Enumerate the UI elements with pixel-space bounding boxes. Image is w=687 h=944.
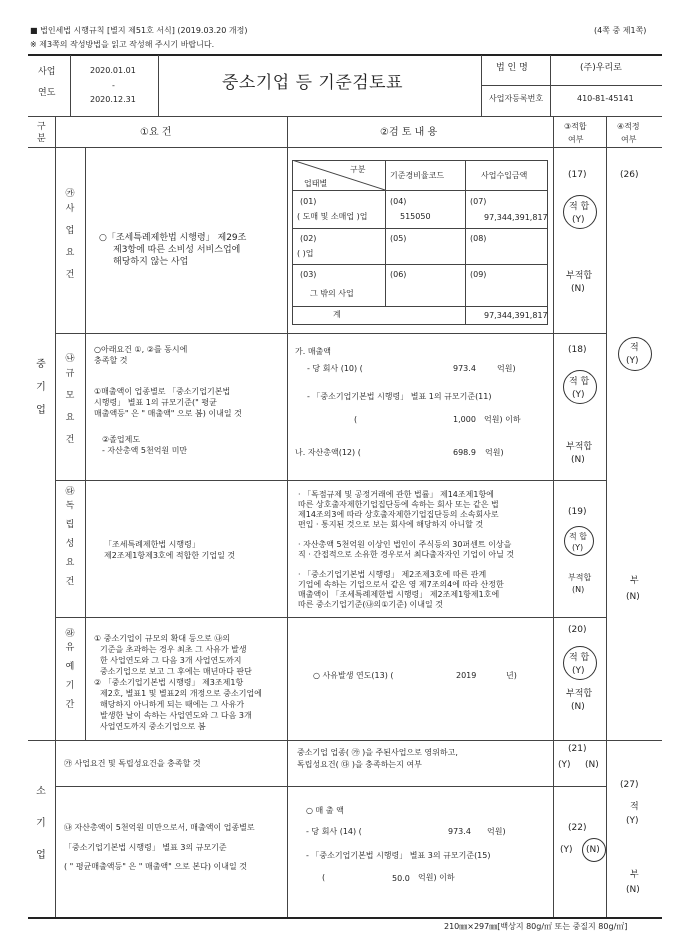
grace-req-text: ① 중소기업이 규모의 확대 등으로 ㉯의 <box>94 634 231 643</box>
business-req-text: ○「조세특례제한법 시행령」 제29조 <box>99 233 247 243</box>
small-company-revenue: 973.4 <box>448 827 471 836</box>
col-review: ②검 토 내 용 <box>380 127 438 138</box>
independence-review: · 「독점규제 및 공정거래에 관한 법률」 제14조제1항에 <box>298 490 494 499</box>
small-biz-label: 소 기 업 <box>36 786 46 861</box>
col-gubun-2: 분 <box>37 134 46 144</box>
col-gubun: 구 <box>37 122 46 132</box>
independence-req-label: ㉰ 독 립 성 요 건 <box>65 487 75 587</box>
code-1: 515050 <box>400 212 431 221</box>
sme-label: 중 기 업 <box>36 359 46 416</box>
page-title: 중소기업 등 기준검토표 <box>222 73 404 93</box>
col-fit: ③적합 <box>564 122 587 131</box>
company-revenue: 973.4 <box>453 364 476 373</box>
instruction-note: ※ 제3쪽의 작성방법을 읽고 작성해 주시기 바랍니다. <box>30 40 215 49</box>
form-reference: ■ 법인세법 시행규칙 [별지 제51호 서식] (2019.03.20 개정) <box>30 26 248 35</box>
period-end: 2020.12.31 <box>90 95 136 104</box>
scale-req-label: ㉯ 규 모 요 건 <box>65 354 75 445</box>
revenue-1: 97,344,391,817 <box>484 213 548 222</box>
year-label: 사업 <box>38 67 56 77</box>
total-label: 계 <box>333 310 341 319</box>
col-proper-2: 여부 <box>621 135 637 144</box>
total-assets: 698.9 <box>453 448 476 457</box>
small-review-1: 중소기업 업종( ㉮ )을 주된사업으로 영위하고, <box>297 748 458 757</box>
small-req-2: ㉯ 자산총액이 5천억원 미만으로서, 매출액이 업종별로 <box>64 823 255 832</box>
scale-standard: 1,000 <box>453 415 476 424</box>
sector-1: ( 도매 및 소매업 )업 <box>297 212 368 221</box>
corp-name: (주)우리로 <box>580 63 622 73</box>
top-border <box>28 54 662 56</box>
fit-label: 적 합 <box>569 202 590 212</box>
head-type: 구분 <box>350 165 366 174</box>
period-dash: - <box>112 81 115 90</box>
page-indicator: (4쪽 중 제1쪽) <box>594 26 647 35</box>
col-requirement: ①요 건 <box>140 127 172 138</box>
corp-name-label: 법 인 명 <box>496 63 528 73</box>
bottom-border <box>28 917 662 919</box>
scale-req-text: ○아래요건 ①, ②를 동시에 <box>94 345 188 354</box>
sector-3: 그 밖의 사업 <box>310 289 354 298</box>
independence-req-text: 「조세특례제한법 시행령」 <box>104 540 200 549</box>
sme-proper-no: (26) <box>620 170 639 180</box>
grace-period-label: ㉱ 유 예 기 간 <box>65 629 75 710</box>
business-req-label: ㉮ 사 업 요 건 <box>65 189 75 280</box>
biz-no: 410-81-45141 <box>577 94 634 103</box>
total-revenue: 97,344,391,817 <box>484 311 548 320</box>
paper-spec: 210㎜×297㎜[백상지 80g/㎡ 또는 중질지 80g/㎡] <box>444 922 628 931</box>
sector-2: ( )업 <box>297 249 314 258</box>
period-start: 2020.01.01 <box>90 66 136 75</box>
year-label-2: 연도 <box>38 88 56 98</box>
revenue-label: 가. 매출액 <box>295 347 331 356</box>
event-year: 2019 <box>456 671 477 680</box>
small-req-1: ㉮ 사업요건 및 독립성요건을 충족할 것 <box>64 759 201 768</box>
small-scale-standard: 50.0 <box>392 874 410 883</box>
col-proper: ④적정 <box>617 122 640 131</box>
col-fit-2: 여부 <box>568 135 584 144</box>
head-revenue: 사업수입금액 <box>481 171 528 180</box>
head-code: 기준경비율코드 <box>390 171 445 180</box>
head-sector: 업태별 <box>304 179 328 188</box>
biz-no-label: 사업자등록번호 <box>489 94 544 103</box>
